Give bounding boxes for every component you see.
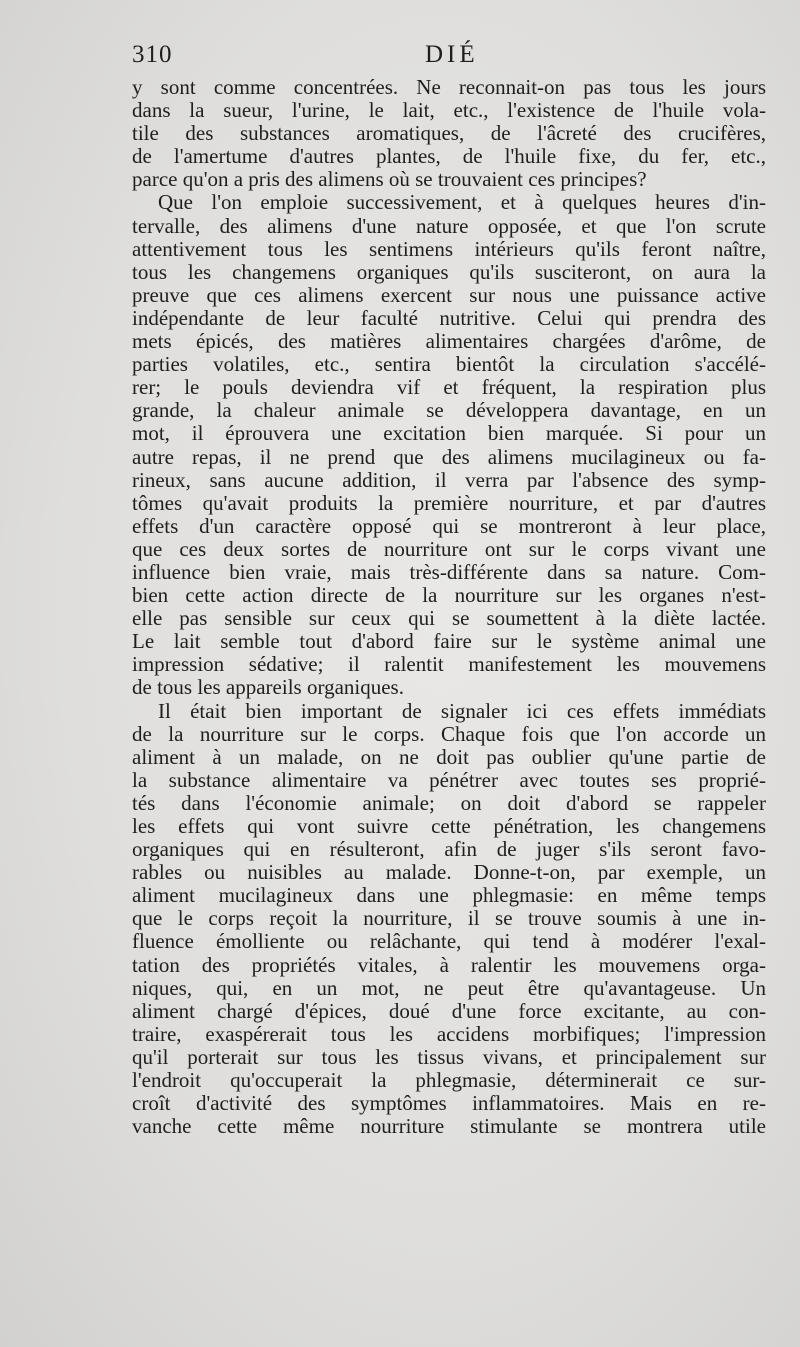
- paragraph: [132, 700, 766, 1139]
- text-line: indépendante de leur faculté nutritive. Celui qui prendra des: [132, 305, 766, 330]
- text-line: traire, exaspérerait tous les accidens morbifiques; l'impression: [132, 1021, 766, 1046]
- text-line: elle pas sensible sur ceux qui se soumettent à la diète lactée.: [132, 606, 766, 631]
- text-line: tous les changemens organiques qu'ils susciteront, on aura la: [132, 259, 766, 284]
- text-line: dans la sueur, l'urine, le lait, etc., l'existence de l'huile vola-: [132, 98, 766, 123]
- text-line: impression sédative; il ralentit manifestement les mouvemens: [132, 652, 766, 677]
- text-line: aliment à un malade, on ne doit pas oublier qu'une partie de: [132, 744, 766, 769]
- text-line: de tous les appareils organiques.: [132, 675, 404, 700]
- text-line: les effets qui vont suivre cette pénétration, les changemens: [132, 814, 766, 838]
- text-line: parties volatiles, etc., sentira bientôt la circulation s'accélé-: [132, 352, 766, 377]
- text-line: influence bien vraie, mais très-différente dans sa nature. Com-: [132, 559, 766, 584]
- text-line: grande, la chaleur animale se développera davantage, en un: [132, 398, 766, 423]
- text-line: autre repas, il ne prend que des alimens mucilagineux ou fa-: [132, 444, 766, 469]
- text-line: preuve que ces alimens exercent sur nous une puissance active: [132, 282, 766, 307]
- text-line: Il était bien important de signaler ici ces effets immédiats: [158, 698, 766, 723]
- text-line: mot, il éprouvera une excitation bien marquée. Si pour un: [132, 421, 766, 446]
- text-line: aliment mucilagineux dans une phlegmasie: en même temps: [132, 883, 766, 908]
- text-line: niques, qui, en un mot, ne peut être qu'avantageuse. Un: [132, 975, 766, 1000]
- text-line: rables ou nuisibles au malade. Donne-t-on, par exemple, un: [132, 860, 766, 885]
- text-line: que le corps reçoit la nourriture, il se trouve soumis à une in-: [132, 906, 766, 931]
- text-line: Le lait semble tout d'abord faire sur le système animal une: [132, 629, 766, 654]
- text-line: l'endroit qu'occuperait la phlegmasie, déterminerait ce sur-: [132, 1068, 766, 1093]
- text-line: qu'il porterait sur tous les tissus vivans, et principalement sur: [132, 1044, 766, 1069]
- paragraph: [132, 191, 766, 699]
- text-line: que ces deux sortes de nourriture ont sur le corps vivant une: [132, 536, 766, 561]
- text-line: vanche cette même nourriture stimulante se montrera utile: [132, 1114, 766, 1139]
- text-line: croît d'activité des symptômes inflammatoires. Mais en re-: [132, 1091, 766, 1116]
- paragraph: [132, 76, 766, 191]
- text-line: la substance alimentaire va pénétrer avec toutes ses proprié-: [132, 767, 766, 792]
- text-line: de la nourriture sur le corps. Chaque fois que l'on accorde un: [132, 721, 766, 746]
- text-line: mets épicés, des matières alimentaires chargées d'arôme, de: [132, 329, 766, 354]
- text-line: tés dans l'économie animale; on doit d'abord se rappeler: [132, 790, 766, 815]
- text-line: de l'amertume d'autres plantes, de l'huile fixe, du fer, etc.,: [132, 144, 766, 169]
- text-line: tômes qu'avait produits la première nourriture, et par d'autres: [132, 490, 766, 515]
- text-line: bien cette action directe de la nourriture sur les organes n'est-: [132, 583, 766, 608]
- text-line: organiques qui en résulteront, afin de juger s'ils seront favo-: [132, 837, 766, 862]
- running-head: DIÉ: [425, 41, 479, 68]
- text-line: attentivement tous les sentimens intérieurs qu'ils feront naître,: [132, 236, 766, 261]
- page-number: 310: [132, 41, 173, 68]
- text-line: parce qu'on a pris des alimens où se trouvaient ces principes?: [132, 167, 647, 192]
- text-line: rineux, sans aucune addition, il verra par l'absence des symp-: [132, 467, 766, 492]
- text-line: effets d'un caractère opposé qui se montreront à leur place,: [132, 513, 766, 538]
- body-text: [132, 76, 766, 1138]
- text-line: tervalle, des alimens d'une nature opposée, et que l'on scrute: [132, 213, 766, 238]
- text-line: rer; le pouls deviendra vif et fréquent, la respiration plus: [132, 375, 766, 400]
- text-line: Que l'on emploie successivement, et à quelques heures d'in-: [158, 190, 766, 215]
- text-line: fluence émolliente ou relâchante, qui tend à modérer l'exal-: [132, 929, 766, 954]
- text-line: aliment chargé d'épices, doué d'une force excitante, au con-: [132, 998, 766, 1023]
- text-line: tation des propriétés vitales, à ralentir les mouvemens orga-: [132, 952, 766, 977]
- text-line: tile des substances aromatiques, de l'âcreté des crucifères,: [132, 121, 766, 146]
- text-line: y sont comme concentrées. Ne reconnait-on pas tous les jours: [132, 75, 766, 99]
